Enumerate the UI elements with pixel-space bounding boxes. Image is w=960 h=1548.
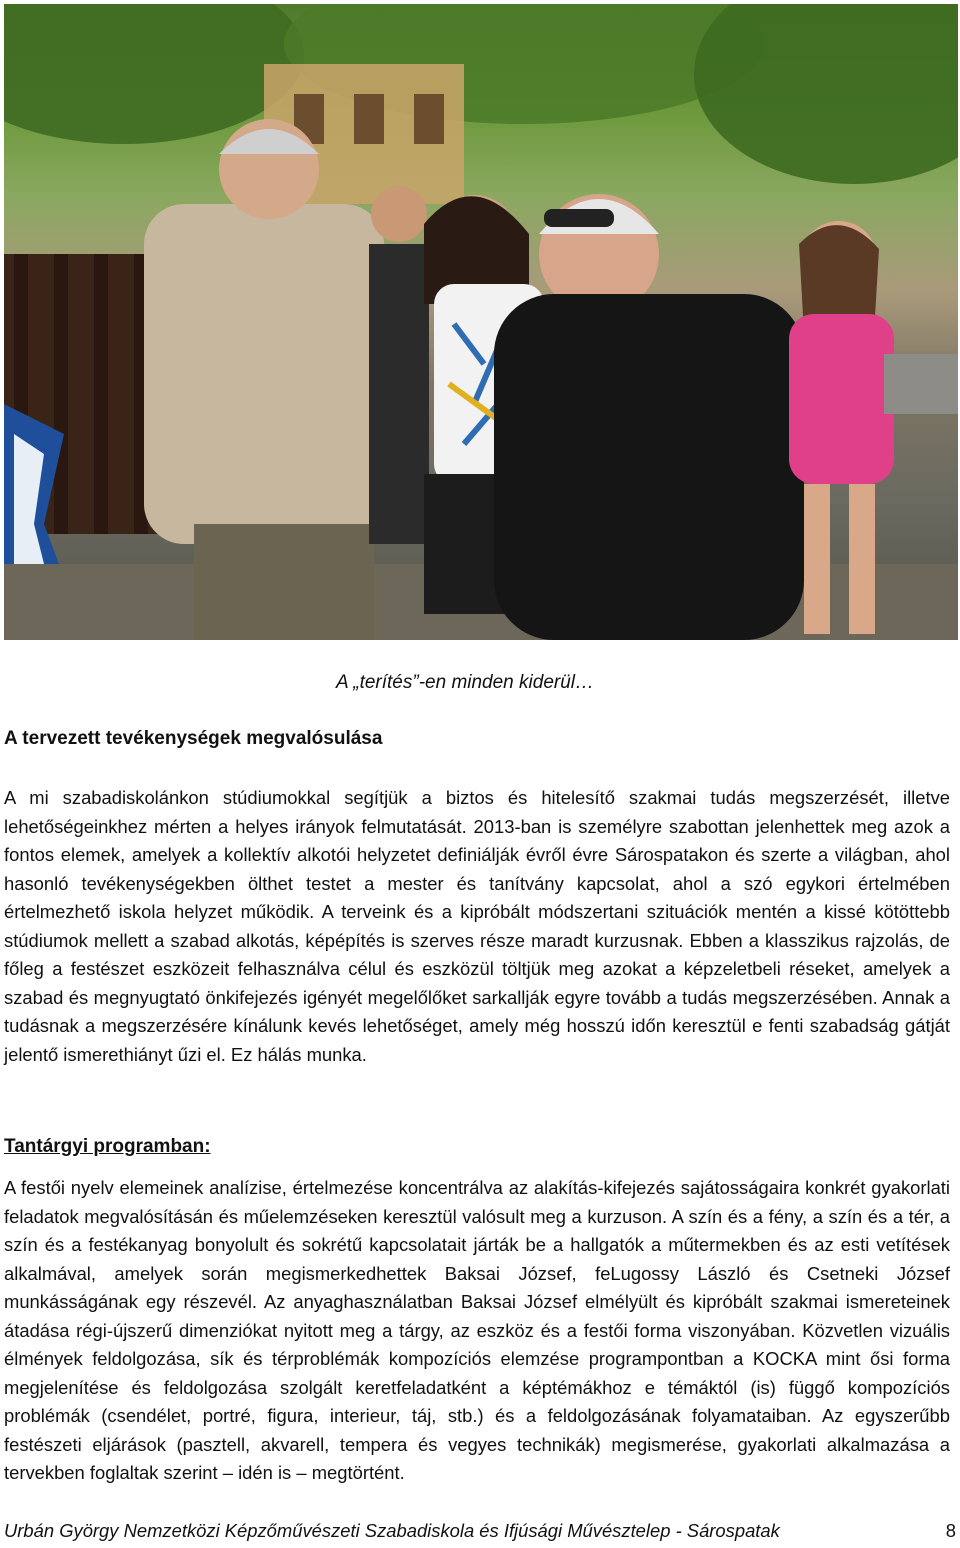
subheading: Tantárgyi programban:	[4, 1136, 211, 1157]
photo-illustration	[4, 4, 958, 640]
body-paragraph-2: A festői nyelv elemeinek analízise, értelmezése koncentrálva az alakítás-kifejezés sajátosságaira konkrét gyakorlati feladatok megvalósításán és műelemzéseken keresztül valósult meg a kurzuson. A szín és a fény, a szín és a tér, a szín és a festékanyag bonyolult és sokrétű kapcsolatait járták be a hallgatók a műtermekben és az esti vetítések alkalmával, amelyek során megismerkedhettek Baksai József, feLugossy László és Csetneki József munkásságának egy részevél. Az anyaghasználatban Baksai József elmélyült és kipróbált szakmai ismereteinek átadása régi-újszerű dimenziókat nyitott meg a tárgy, az eszköz és a festői forma viszonyában. Közvetlen vizuális élmények feldolgozása, sík és térproblémák kompozíciós elemzése programpontban a KOCKA mint ősi forma megjelenítése és feldolgozása szolgált keretfeladatként a képtémákhoz e témáktól (is) függő kompozíciós problémák (csendélet, portré, figura, interieur, táj, stb.) és a feldolgozásának folyamataiban. Az egyszerűbb festészeti eljárások (pasztell, akvarell, tempera és vegyes technikák) megismerése, gyakorlati alkalmazása a tervekben foglaltak szerint – idén is – megtörtént.	[4, 1177, 950, 1483]
section-title: A tervezett tevékenységek megvalósulása	[4, 728, 383, 749]
page-number: 8	[945, 1520, 956, 1541]
footer-text: Urbán György Nemzetközi Képzőművészeti Szabadiskola és Ifjúsági Művésztelep - Sárospatak	[4, 1520, 780, 1541]
group-photo	[4, 4, 958, 640]
photo-caption: A „terítés”-en minden kiderül…	[336, 672, 595, 693]
body-paragraph-1: A mi szabadiskolánkon stúdiumokkal segítjük a biztos és hitelesítő szakmai tudás megszerzését, illetve lehetőségeinkhez mérten a helyes irányok felmutatását. 2013-ban is személyre szabottan jelenhettek meg azok a fontos elemek, amelyek a kollektív alkotói helyzetet definiálják évről évre Sárospatakon és szerte a világban, ahol hasonló tevékenységekben ölthet testet a mester és tanítvány kapcsolat, ahol a szó egykori értelmében értelmezhető iskola helyzet működik. A terveink és a kipróbált módszertani szituációk mentén a kissé kötöttebb stúdiumok mellett a szabad alkotás, képépítés is szerves része maradt kurzusnak. Ebben a klasszikus rajzolás, de főleg a festészet eszközeit felhasználva célul és eszközül töltjük meg azokat a képzeletbeli réseket, amelyek a szabad és megnyugtató önkifejezés igényét megelőlőket sarkallják egyre tovább a tudás megszerzésében. Annak a tudásnak a megszerzésére kínálunk kevés lehetőséget, amely még hosszú időn keresztül e fenti szabadság gátját jelentő ismerethiányt űzi el. Ez hálás munka.	[4, 787, 950, 1065]
